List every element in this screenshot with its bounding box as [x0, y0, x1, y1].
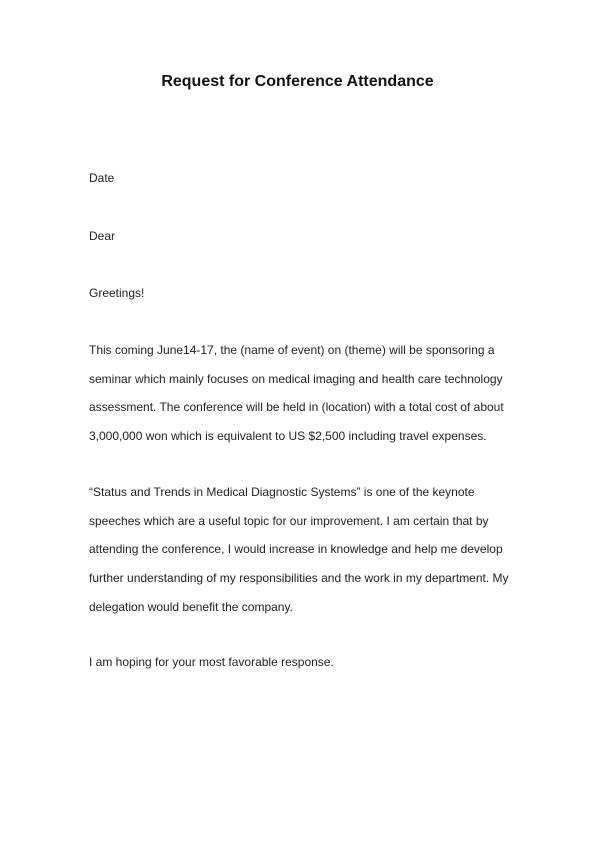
salutation-line: Dear	[89, 229, 116, 243]
date-line: Date	[89, 171, 115, 185]
paragraph-line: 3,000,000 won which is equivalent to US $2,500 including travel expenses.	[89, 429, 487, 444]
paragraph-line: attending the conference, I would increase in knowledge and help me develop	[89, 542, 503, 557]
greeting-line: Greetings!	[89, 286, 145, 300]
body-paragraph-2	[89, 478, 509, 622]
paragraph-line: speeches which are a useful topic for our improvement. I am certain that by	[89, 513, 489, 528]
paragraph-line: assessment. The conference will be held in (location) with a total cost of about	[89, 400, 504, 415]
paragraph-line: seminar which mainly focuses on medical imaging and health care technology	[89, 371, 503, 386]
paragraph-line: “Status and Trends in Medical Diagnostic Systems” is one of the keynote	[89, 485, 475, 499]
paragraph-line: This coming June14-17, the (name of event) on (theme) will be sponsoring a	[89, 343, 495, 357]
paragraph-line: delegation would benefit the company.	[89, 599, 293, 614]
closing-line: I am hoping for your most favorable response.	[89, 655, 334, 669]
body-paragraph-1	[89, 336, 509, 451]
page-title: Request for Conference Attendance	[161, 73, 434, 90]
paragraph-line: further understanding of my responsibilities and the work in my department. My	[89, 571, 509, 586]
